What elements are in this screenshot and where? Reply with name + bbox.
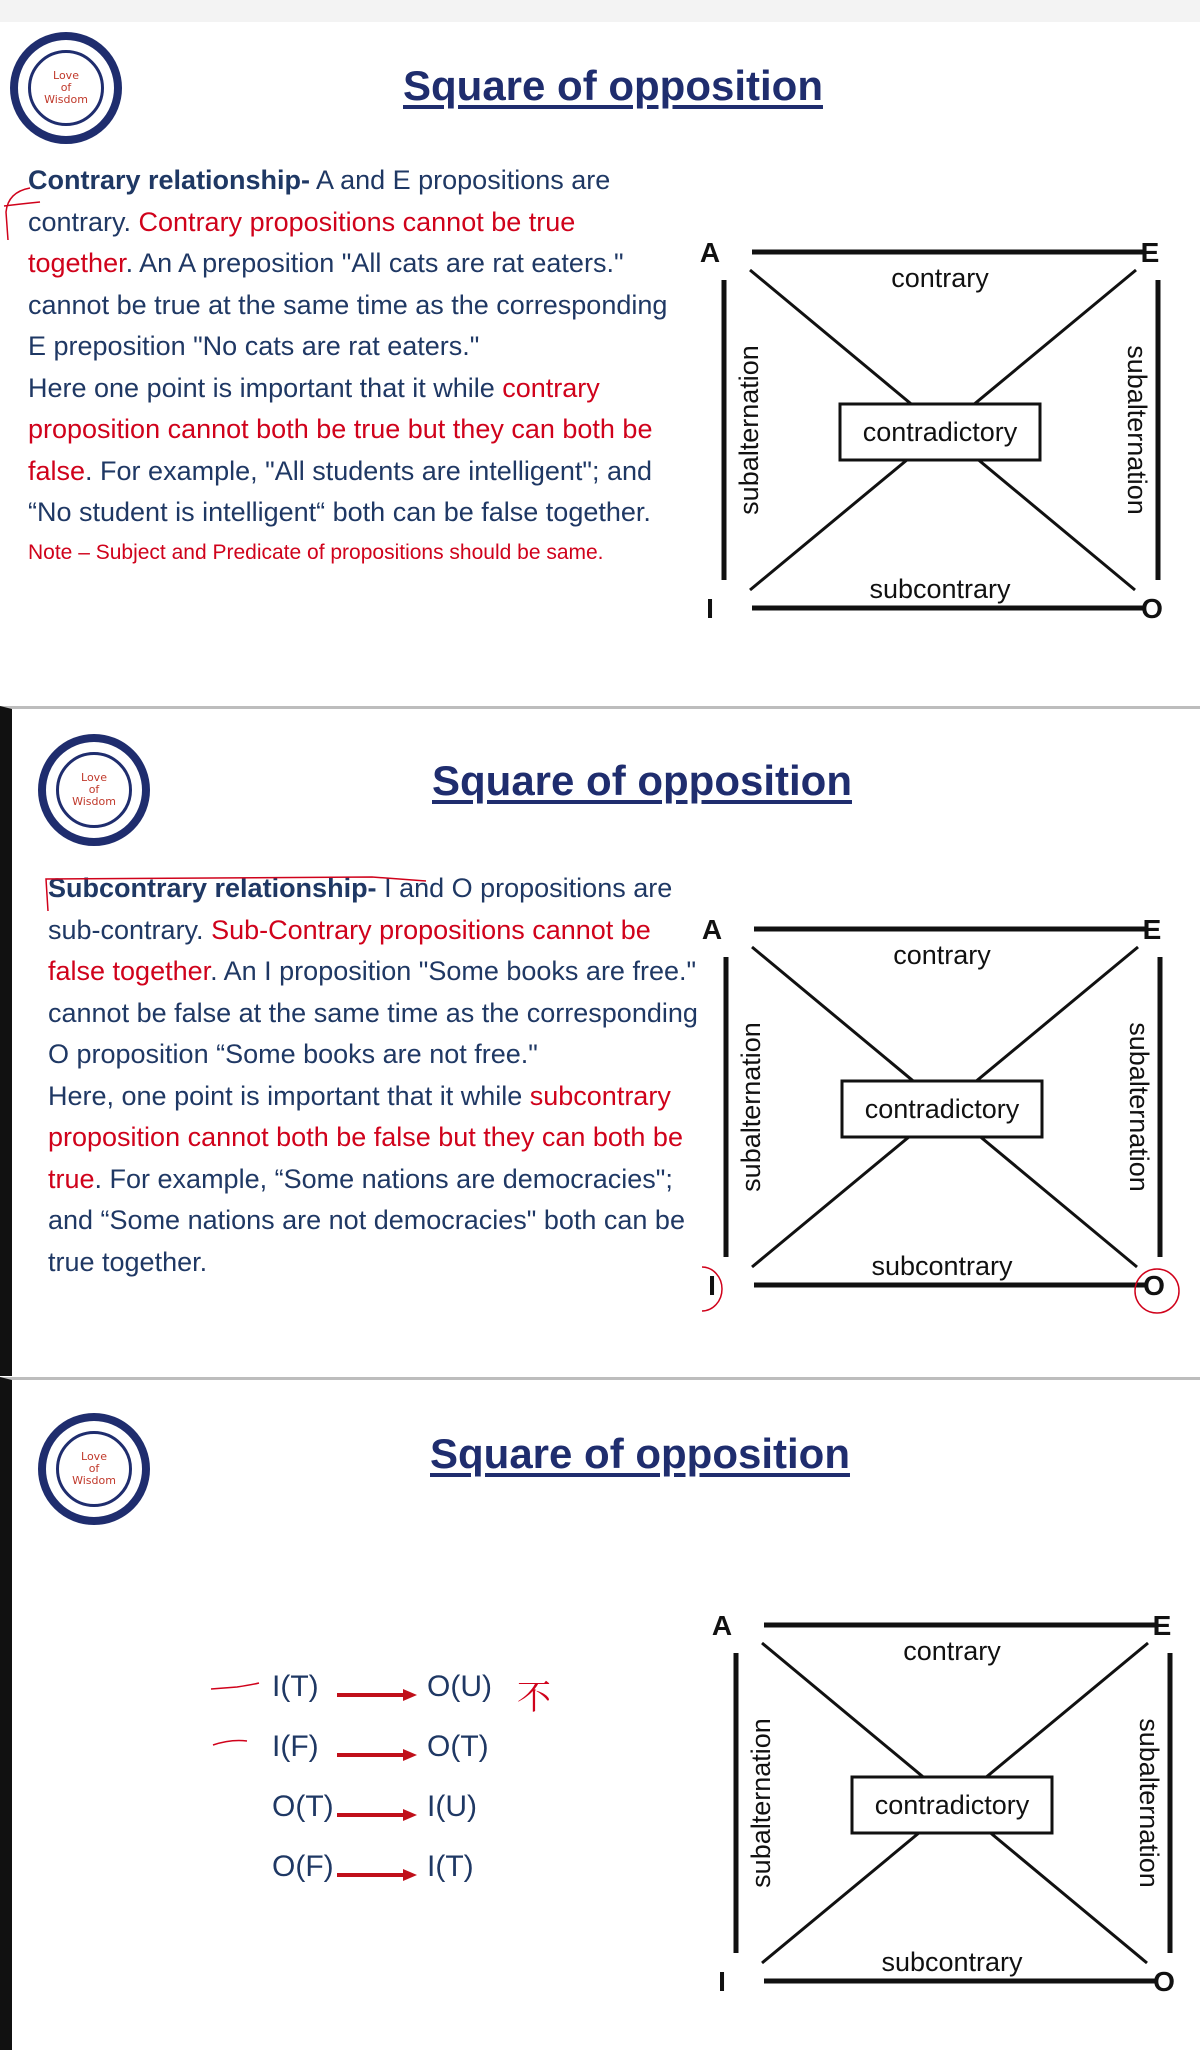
left-label: subalternation bbox=[736, 1022, 766, 1192]
margin-pen-mark bbox=[0, 182, 50, 262]
bottom-label: subcontrary bbox=[869, 574, 1011, 604]
heading-pen-box bbox=[42, 873, 432, 917]
corner-o: O bbox=[1153, 1966, 1175, 1997]
logo-text-love: Love bbox=[53, 69, 79, 82]
center-label: contradictory bbox=[874, 1790, 1030, 1820]
inference-to: I(U) bbox=[427, 1790, 477, 1823]
arrow-right-icon bbox=[337, 1688, 417, 1702]
center-label: contradictory bbox=[862, 417, 1018, 447]
inference-to: I(T) bbox=[427, 1850, 474, 1883]
square-diagram bbox=[702, 889, 1182, 1329]
corner-a: A bbox=[702, 914, 723, 945]
text-run: A and E propositions are contrary. bbox=[28, 165, 611, 237]
contrary-explanation bbox=[28, 160, 678, 572]
logo-text-of: of bbox=[88, 1462, 100, 1475]
text-run: . An A preposition "All cats are rat eaters." cannot be true at the same time as the corresponding E preposition "No cats are rat eaters." bbox=[28, 248, 668, 361]
logo-text-wisdom: Wisdom bbox=[72, 795, 116, 808]
slide-title: Square of opposition bbox=[403, 62, 823, 109]
subcontrary-explanation bbox=[48, 868, 708, 1283]
top-label: contrary bbox=[903, 1636, 1001, 1666]
right-label: subalternation bbox=[1134, 1718, 1164, 1888]
highlighted-rule: subcontrary proposition cannot both be false but they can both be true bbox=[48, 1080, 683, 1194]
corner-i: I bbox=[718, 1966, 726, 1997]
corner-i: I bbox=[708, 1270, 716, 1301]
inference-to: O(U) bbox=[427, 1670, 492, 1703]
corner-e: E bbox=[1142, 914, 1162, 945]
relationship-heading: Subcontrary relationship- bbox=[48, 873, 377, 903]
highlighted-rule: Contrary propositions cannot be true together bbox=[28, 206, 576, 278]
arrow-right-icon bbox=[337, 1868, 417, 1882]
handwritten-mark: 不 bbox=[517, 1678, 551, 1718]
text-run: I and O propositions are sub-contrary. bbox=[48, 873, 673, 945]
inference-from: I(T) bbox=[272, 1670, 319, 1703]
logo-text-wisdom: Wisdom bbox=[72, 1474, 116, 1487]
corner-i: I bbox=[706, 593, 714, 624]
corner-o: O bbox=[1143, 1270, 1165, 1301]
top-label: contrary bbox=[891, 263, 989, 293]
arrow-right-icon bbox=[337, 1808, 417, 1822]
square-diagram bbox=[700, 212, 1180, 652]
text-run: . An I proposition "Some books are free." cannot be false at the same time as the corresponding O proposition “Some books are not free." bbox=[48, 956, 698, 1069]
left-label: subalternation bbox=[734, 345, 764, 515]
highlighted-rule: contrary proposition cannot both be true but they can both be false bbox=[28, 372, 653, 486]
love-of-wisdom-logo bbox=[38, 734, 150, 846]
slide-inference bbox=[0, 1377, 1200, 2050]
slide-subcontrary bbox=[0, 706, 1200, 1376]
love-of-wisdom-logo bbox=[38, 1413, 150, 1525]
text-run: Here one point is important that it while bbox=[28, 372, 503, 403]
inference-from: I(F) bbox=[272, 1730, 319, 1763]
logo-text-of: of bbox=[88, 783, 100, 796]
top-label: contrary bbox=[893, 940, 991, 970]
corner-e: E bbox=[1140, 237, 1160, 268]
corner-e: E bbox=[1152, 1610, 1172, 1641]
inference-to: O(T) bbox=[427, 1730, 489, 1763]
inference-from: O(T) bbox=[272, 1790, 334, 1823]
corner-o: O bbox=[1141, 593, 1163, 624]
slide-title: Square of opposition bbox=[430, 1430, 850, 1477]
logo-text-wisdom: Wisdom bbox=[44, 93, 88, 106]
right-label: subalternation bbox=[1124, 1022, 1154, 1192]
corner-a: A bbox=[712, 1610, 733, 1641]
bottom-label: subcontrary bbox=[871, 1251, 1013, 1281]
bottom-label: subcontrary bbox=[881, 1947, 1023, 1977]
inference-from: O(F) bbox=[272, 1850, 334, 1883]
square-diagram bbox=[712, 1585, 1192, 2025]
love-of-wisdom-logo bbox=[10, 32, 122, 144]
pen-dashes bbox=[207, 1675, 287, 1765]
slide-contrary bbox=[0, 22, 1200, 705]
right-label: subalternation bbox=[1122, 345, 1152, 515]
text-run: Here, one point is important that it while bbox=[48, 1080, 530, 1111]
text-run: . For example, "All students are intelligent"; and “No student is intelligent“ both can be false together. bbox=[28, 455, 653, 527]
relationship-heading: Contrary relationship- bbox=[28, 165, 311, 195]
logo-text-love: Love bbox=[81, 771, 107, 784]
corner-a: A bbox=[700, 237, 721, 268]
center-label: contradictory bbox=[864, 1094, 1020, 1124]
arrow-right-icon bbox=[337, 1748, 417, 1762]
highlighted-rule: Sub-Contrary propositions cannot be false together bbox=[48, 914, 651, 986]
logo-text-love: Love bbox=[81, 1450, 107, 1463]
note-text: Note – Subject and Predicate of propositions should be same. bbox=[28, 540, 604, 564]
top-bar bbox=[0, 0, 1200, 22]
slide-title: Square of opposition bbox=[432, 757, 852, 804]
logo-text-of: of bbox=[60, 81, 72, 94]
text-run: . For example, “Some nations are democracies"; and “Some nations are not democracies" both can be true together. bbox=[48, 1163, 685, 1277]
left-label: subalternation bbox=[746, 1718, 776, 1888]
